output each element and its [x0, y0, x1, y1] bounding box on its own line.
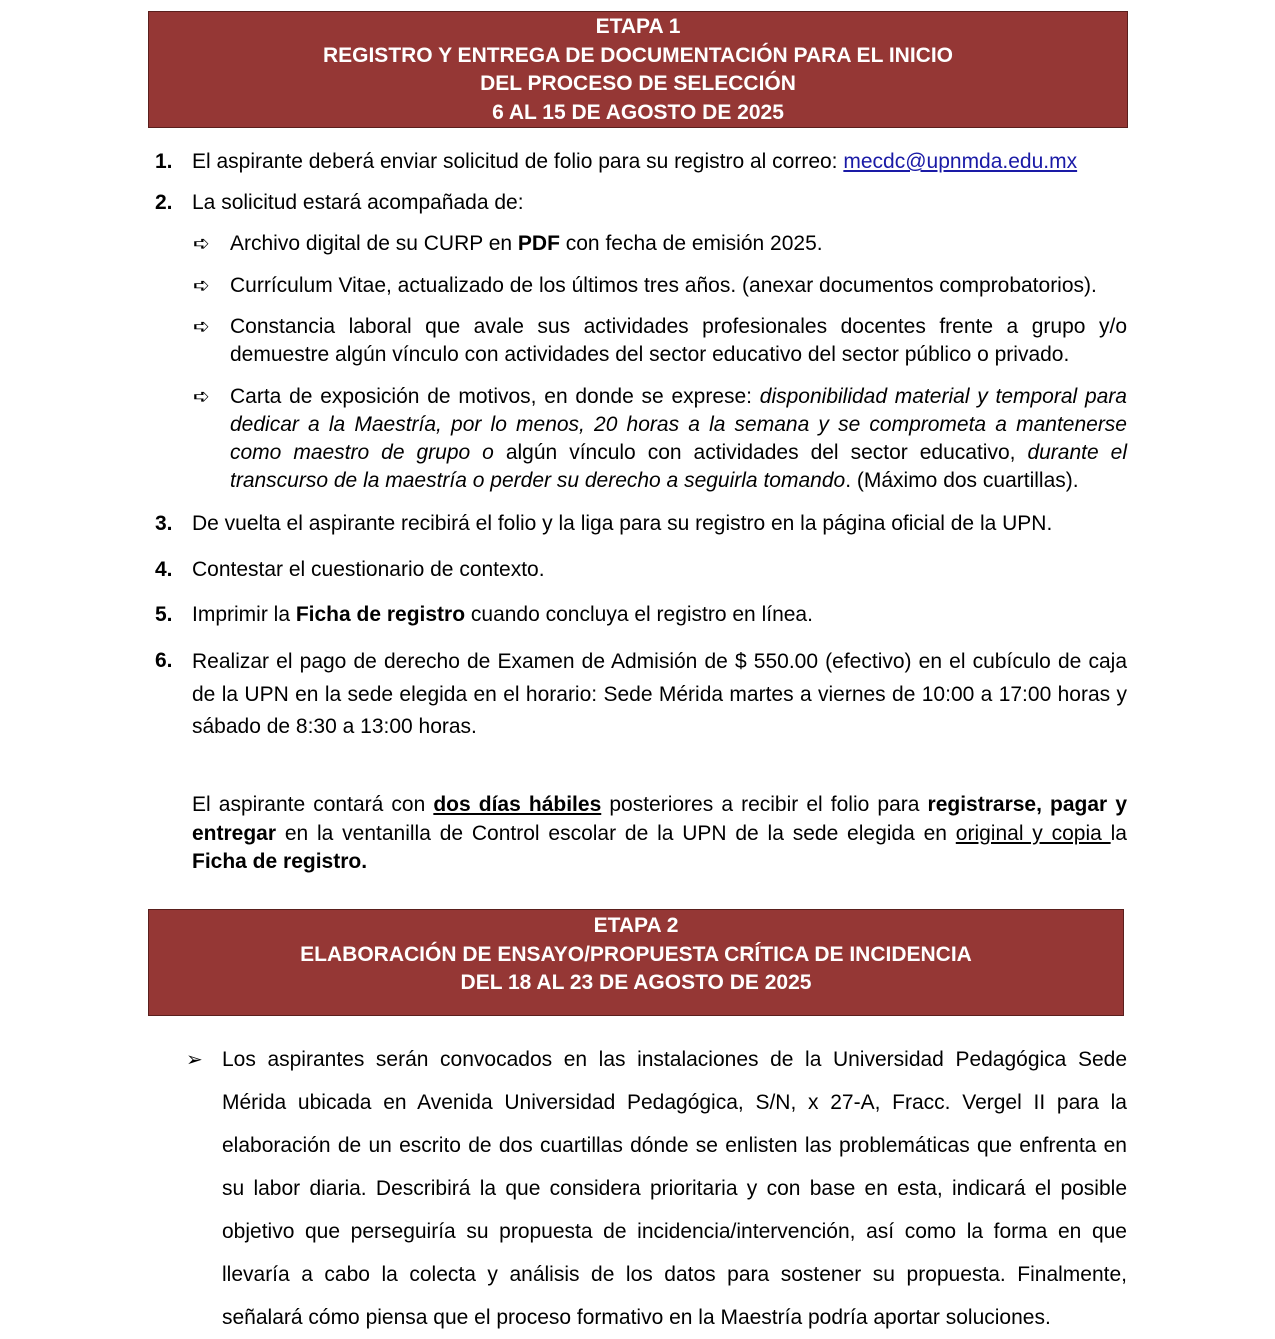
email-link[interactable]: mecdc@upnmda.edu.mx — [843, 150, 1078, 173]
hollow-arrow-icon: ➪ — [193, 233, 210, 255]
etapa2-subtitle: ELABORACIÓN DE ENSAYO/PROPUESTA CRÍTICA DE INCIDENCIA — [300, 942, 972, 966]
etapa2-title: ETAPA 2 — [593, 914, 679, 937]
step-number: 3. — [155, 512, 173, 535]
etapa2-dates: DEL 18 AL 23 DE AGOSTO DE 2025 — [460, 971, 812, 994]
requirement-carta: Carta de exposición de motivos, en donde se exprese: disponibilidad material y temporal para dedicar a la Maestría, por lo menos, 20 horas a la semana y se comprometa a mantenerse como maestro de grupo o algún vínculo con actividades del sector educativo, durante el transcurso de la maestría o perder su derecho a seguirla tomando. (Máximo dos cuartillas). — [230, 385, 1127, 492]
requirement-cv: Currículum Vitae, actualizado de los últimos tres años. (anexar documentos comprobatorios). — [230, 274, 1097, 297]
step-number: 1. — [155, 150, 173, 173]
step-3-text: De vuelta el aspirante recibirá el folio y la liga para su registro en la página oficial de la UPN. — [192, 512, 1053, 535]
step-number: 6. — [155, 649, 173, 672]
hollow-arrow-icon: ➪ — [193, 316, 210, 338]
note-paragraph: El aspirante contará con dos días hábiles posteriores a recibir el folio para registrarse, pagar y entregar en la ventanilla de Control escolar de la UPN de la sede elegida en original y copia la Ficha de registro. — [192, 793, 1128, 873]
etapa1-banner — [148, 11, 1128, 128]
requirement-curp: Archivo digital de su CURP en PDF con fecha de emisión 2025. — [230, 232, 823, 255]
step-number: 2. — [155, 191, 173, 214]
etapa2-paragraph: Los aspirantes serán convocados en las instalaciones de la Universidad Pedagógica Sede Mérida ubicada en Avenida Universidad Pedagógica, S/N, x 27-A, Fracc. Vergel II para la elaboración de un escrito de dos cuartillas dónde se enlisten las problemáticas que enfrenta en su labor diaria. Describirá la que considera prioritaria y con base en esta, indicará el posible objetivo que perseguiría su propuesta de incidencia/intervención, así como la forma en que llevaría a cabo la colecta y análisis de los datos para sostener su propuesta. Finalmente, señalará cómo piensa que el proceso formativo en la Maestría podría aportar soluciones. — [222, 1048, 1127, 1329]
step-1-text: El aspirante deberá enviar solicitud de folio para su registro al correo: mecdc@upnmda.edu.mx — [192, 150, 1078, 173]
hollow-arrow-icon: ➪ — [193, 386, 210, 408]
etapa1-subtitle-line1: REGISTRO Y ENTREGA DE DOCUMENTACIÓN PARA EL INICIO — [322, 43, 954, 67]
etapa1-title: ETAPA 1 — [595, 15, 681, 38]
step-number: 5. — [155, 603, 173, 626]
step-number: 4. — [155, 558, 173, 581]
hollow-arrow-icon: ➪ — [193, 275, 210, 297]
etapa1-dates: 6 AL 15 DE AGOSTO DE 2025 — [492, 100, 784, 124]
etapa1-subtitle-line2: DEL PROCESO DE SELECCIÓN — [480, 72, 796, 95]
etapa2-banner — [148, 909, 1124, 1016]
step-5-text: Imprimir la Ficha de registro cuando concluya el registro en línea. — [192, 603, 813, 626]
step-4-text: Contestar el cuestionario de contexto. — [192, 558, 545, 581]
step-6-text: Realizar el pago de derecho de Examen de Admisión de $ 550.00 (efectivo) en el cubículo de caja de la UPN en la sede elegida en el horario: Sede Mérida martes a viernes de 10:00 a 17:00 horas y sábado de 8:30 a 13:00 horas. — [192, 650, 1127, 738]
requirement-constancia: Constancia laboral que avale sus actividades profesionales docentes frente a grupo y/o demuestre algún vínculo con actividades del sector educativo del sector público o privado. — [230, 315, 1127, 366]
step-2-text: La solicitud estará acompañada de: — [192, 191, 524, 214]
arrowhead-bullet-icon: ➢ — [186, 1049, 203, 1071]
